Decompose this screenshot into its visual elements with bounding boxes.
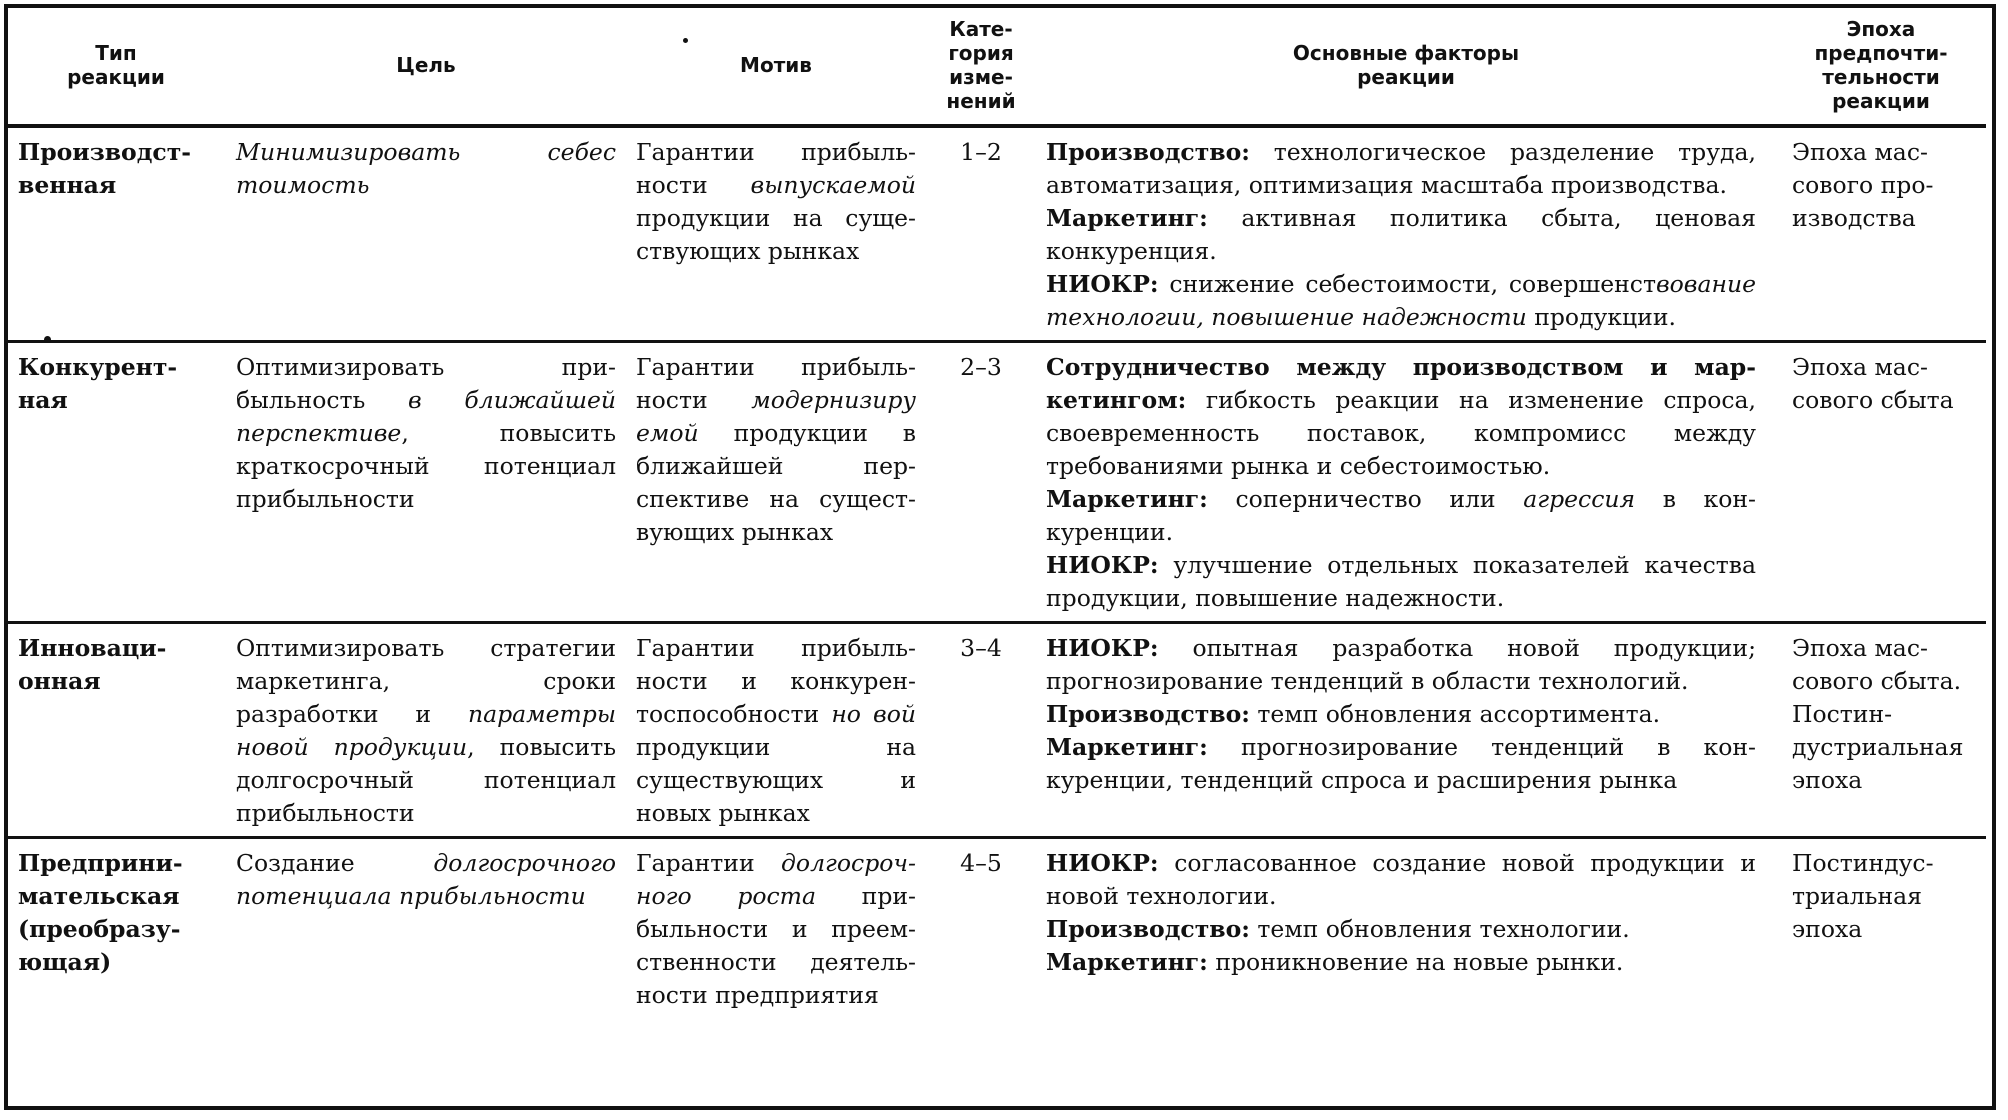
factor-paragraph bbox=[1046, 351, 1756, 483]
cell-text: продукции в ближайшей перспективе на существующих рынках bbox=[636, 419, 916, 546]
factor-paragraph bbox=[1046, 268, 1756, 334]
cell-goal bbox=[226, 342, 626, 623]
scan-speck bbox=[683, 38, 688, 43]
cell-text: согласованное создание новой продукции и новой технологии. bbox=[1046, 849, 1756, 910]
table-row bbox=[6, 838, 1986, 1029]
cell-text: гибкость реакции на изменение спроса, своевременность поставок, компромисс между требованиями рынка и себестоимостью. bbox=[1046, 386, 1756, 480]
header-epoch: Эпоха предпочти- тельности реакции bbox=[1776, 6, 1986, 126]
cell-category bbox=[926, 623, 1036, 838]
factor-paragraph bbox=[1046, 549, 1756, 615]
cell-goal bbox=[226, 126, 626, 342]
header-motive: Мотив bbox=[626, 6, 926, 126]
cell-text: агрессия bbox=[1523, 485, 1636, 513]
factor-key: Сотрудничество между производством и маркетингом: bbox=[1046, 353, 1756, 414]
cell-text: 4–5 bbox=[960, 849, 1002, 877]
cell-text: в конкуренции. bbox=[1046, 485, 1756, 546]
factor-paragraph bbox=[1046, 632, 1756, 698]
factor-key: НИОКР: bbox=[1046, 270, 1159, 298]
header-goal: Цель bbox=[226, 6, 626, 126]
cell-goal bbox=[226, 623, 626, 838]
cell-text: но вой bbox=[831, 700, 916, 728]
cell-text: Гарантии прибыльности bbox=[636, 353, 916, 414]
cell-text: Минимизировать себес тоимость bbox=[236, 138, 616, 199]
cell-text: параметры новой продукции bbox=[236, 700, 616, 761]
cell-text: Предприни- bbox=[18, 849, 183, 877]
cell-text: долгосрочного потенциала прибыльности bbox=[236, 849, 616, 910]
cell-text: темп обновления технологии. bbox=[1249, 915, 1630, 943]
cell-text: продукции на существующих рынках bbox=[636, 204, 916, 265]
cell-factors bbox=[1036, 342, 1776, 623]
cell-text: Гарантии прибыльности и конкурентоспособности bbox=[636, 634, 916, 728]
cell-text: Эпоха массового сбыта bbox=[1792, 353, 1954, 414]
factor-key: Маркетинг: bbox=[1046, 204, 1208, 232]
factor-key: Маркетинг: bbox=[1046, 733, 1208, 761]
cell-text: , повысить краткосрочный потенциал прибыльности bbox=[236, 419, 616, 513]
cell-factors bbox=[1036, 838, 1776, 1029]
cell-text: темп обновления ассортимента. bbox=[1249, 700, 1661, 728]
cell-text: долгосрочного роста bbox=[636, 849, 916, 910]
cell-text: технологическое разделение труда, автоматизация, оптимизация масштаба производства. bbox=[1046, 138, 1756, 199]
cell-text: ющая) bbox=[18, 948, 112, 976]
cell-text: 1–2 bbox=[960, 138, 1002, 166]
table-body bbox=[6, 126, 1986, 1028]
cell-text: 2–3 bbox=[960, 353, 1002, 381]
factor-key: НИОКР: bbox=[1046, 634, 1159, 662]
factor-key: НИОКР: bbox=[1046, 849, 1159, 877]
cell-text: Создание bbox=[236, 849, 434, 877]
cell-text: в ближайшей перспективе bbox=[236, 386, 616, 447]
header-type: Тип реакции bbox=[6, 6, 226, 126]
cell-text: мательская bbox=[18, 882, 180, 910]
cell-reaction-type bbox=[6, 838, 226, 1029]
cell-text: Конкурент- bbox=[18, 353, 178, 381]
cell-motive bbox=[626, 623, 926, 838]
cell-text: Эпоха массового производства bbox=[1792, 138, 1934, 232]
header-factors: Основные факторы реакции bbox=[1036, 6, 1776, 126]
cell-factors bbox=[1036, 126, 1776, 342]
cell-text: Оптимизировать стратегии маркетинга, сроки разработки и bbox=[236, 634, 616, 728]
factor-key: Производство: bbox=[1046, 700, 1250, 728]
cell-text: выпускаемой bbox=[750, 171, 916, 199]
cell-text: ная bbox=[18, 386, 68, 414]
cell-motive bbox=[626, 342, 926, 623]
cell-epoch bbox=[1776, 126, 1986, 342]
cell-text: Инноваци- bbox=[18, 634, 167, 662]
cell-text: вование технологии, повышение надежности bbox=[1046, 270, 1756, 331]
cell-text: , повысить долгосрочный потенциал прибыльности bbox=[236, 733, 616, 827]
factor-paragraph bbox=[1046, 202, 1756, 268]
table-row bbox=[6, 623, 1986, 838]
cell-goal bbox=[226, 838, 626, 1029]
factor-paragraph bbox=[1046, 913, 1756, 946]
cell-text: активная политика сбыта, ценовая конкуренция. bbox=[1046, 204, 1756, 265]
cell-text: венная bbox=[18, 171, 117, 199]
cell-reaction-type bbox=[6, 126, 226, 342]
reaction-types-table bbox=[6, 6, 1986, 1028]
cell-category bbox=[926, 126, 1036, 342]
scan-speck bbox=[44, 336, 51, 343]
header-category: Кате- гория изме- нений bbox=[926, 6, 1036, 126]
cell-text: улучшение отдельных показателей качества продукции, повышение надежности. bbox=[1046, 551, 1756, 612]
cell-text: продукции. bbox=[1526, 303, 1676, 331]
cell-text: (преобразу- bbox=[18, 915, 181, 943]
cell-text: Эпоха массового сбыта. Постиндустриальная эпоха bbox=[1792, 634, 1964, 794]
factor-paragraph bbox=[1046, 731, 1756, 797]
cell-text: Постиндустриальная эпоха bbox=[1792, 849, 1934, 943]
cell-category bbox=[926, 342, 1036, 623]
cell-text: Производст- bbox=[18, 138, 192, 166]
cell-text: продукции на существующих и новых рынках bbox=[636, 733, 916, 827]
table-row bbox=[6, 126, 1986, 342]
cell-epoch bbox=[1776, 623, 1986, 838]
factor-key: Маркетинг: bbox=[1046, 948, 1208, 976]
factor-key: Производство: bbox=[1046, 915, 1250, 943]
factor-paragraph bbox=[1046, 847, 1756, 913]
cell-reaction-type bbox=[6, 342, 226, 623]
factor-key: Производство: bbox=[1046, 138, 1250, 166]
cell-text: прибыльности и преемственности деятельности предприятия bbox=[636, 882, 916, 1009]
cell-text: прогнозирование тенденций в конкуренции, тенденций спроса и расширения рынка bbox=[1046, 733, 1756, 794]
cell-text: Оптимизировать прибыльность bbox=[236, 353, 616, 414]
cell-text: Гарантии bbox=[636, 849, 782, 877]
factor-key: НИОКР: bbox=[1046, 551, 1159, 579]
header-row bbox=[6, 6, 1986, 126]
cell-motive bbox=[626, 126, 926, 342]
cell-text: проникновение на новые рынки. bbox=[1207, 948, 1624, 976]
factor-key: Маркетинг: bbox=[1046, 485, 1208, 513]
factor-paragraph bbox=[1046, 946, 1756, 979]
cell-epoch bbox=[1776, 838, 1986, 1029]
factor-paragraph bbox=[1046, 698, 1756, 731]
factor-paragraph bbox=[1046, 136, 1756, 202]
cell-factors bbox=[1036, 623, 1776, 838]
cell-motive bbox=[626, 838, 926, 1029]
cell-text: модернизиру емой bbox=[636, 386, 916, 447]
cell-reaction-type bbox=[6, 623, 226, 838]
cell-text: онная bbox=[18, 667, 101, 695]
table-row bbox=[6, 342, 1986, 623]
factor-paragraph bbox=[1046, 483, 1756, 549]
cell-text: снижение себестоимости, совершенст bbox=[1158, 270, 1656, 298]
cell-text: 3–4 bbox=[960, 634, 1002, 662]
cell-category bbox=[926, 838, 1036, 1029]
cell-text: соперничество или bbox=[1207, 485, 1524, 513]
cell-epoch bbox=[1776, 342, 1986, 623]
cell-text: опытная разработка новой продукции; прогнозирование тенденций в области технологий. bbox=[1046, 634, 1756, 695]
cell-text: Гарантии прибыльности bbox=[636, 138, 916, 199]
